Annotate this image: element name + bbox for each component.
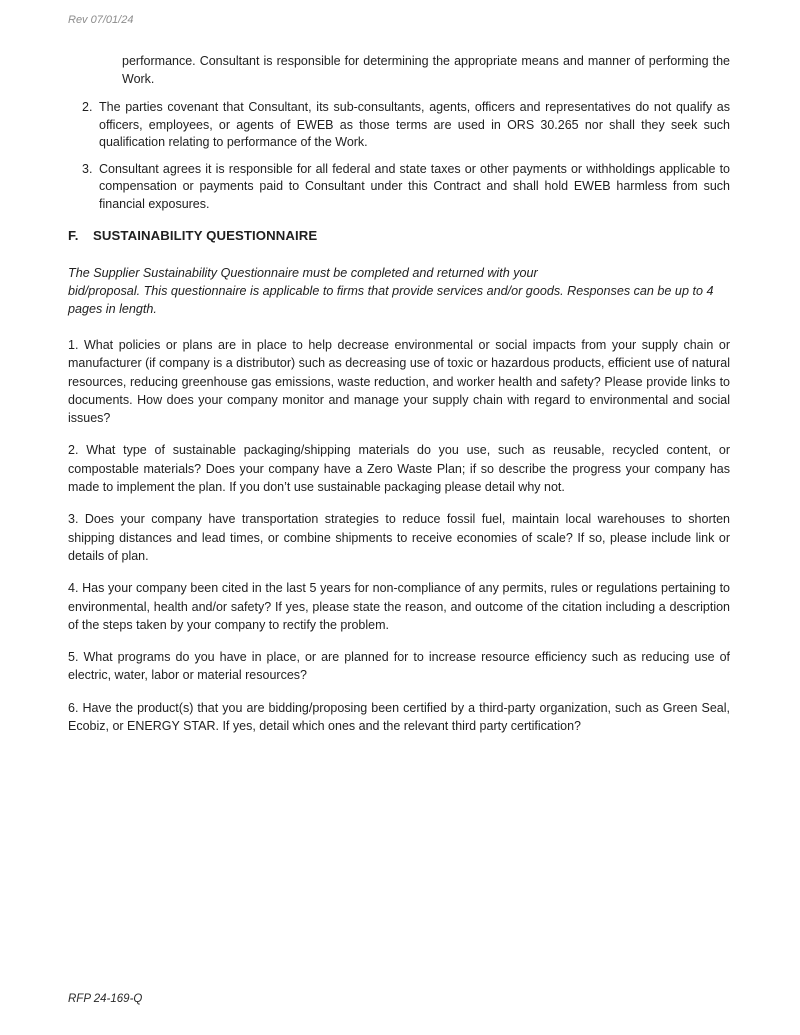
- question-2: 2. What type of sustainable packaging/shipping materials do you use, such as reusable, recycled content, or compostable materials? Does your company have a Zero Waste Plan; if so describe the progress your company has made to implement the plan. If you don’t use sustainable packaging please detail why not.: [68, 443, 730, 495]
- list-number: 3.: [82, 161, 93, 176]
- section-heading-title: SUSTAINABILITY QUESTIONNAIRE: [93, 228, 318, 243]
- question-3: 3. Does your company have transportation strategies to reduce fossil fuel, maintain local warehouses to shorten shipping distances and lead times, or combine shipments to receive economies of scale? If so, please include link or details of plan.: [68, 512, 730, 563]
- list-item-text: Consultant agrees it is responsible for all federal and state taxes or other payments or withholdings applicable to compensation or payments paid to Consultant under this Contract and shall hold EWEB harmless from such financial exposures.: [99, 161, 730, 211]
- question-6: 6. Have the product(s) that you are bidding/proposing been certified by a third-party organization, such as Green Seal, Ecobiz, or ENERGY STAR. If yes, detail which ones and the relevant third party certification?: [68, 700, 730, 734]
- list-number: 2.: [82, 100, 93, 114]
- questionnaire-intro: [68, 264, 730, 318]
- contract-list-item-3: [82, 161, 730, 214]
- questionnaire-intro-line2: bid/proposal. This questionnaire is applicable to firms that provide services and/or goods. Responses can be up to 4 pages in length.: [68, 284, 714, 316]
- footer-label: RFP 24-169-Q: [68, 993, 143, 1005]
- section-heading: [68, 228, 730, 243]
- questionnaire-intro-line1: The Supplier Sustainability Questionnaire must be completed and returned with your: [68, 266, 538, 280]
- revision-label: Rev 07/01/24: [68, 14, 134, 26]
- list-item-text: The parties covenant that Consultant, its sub-consultants, agents, officers and representatives do not qualify as officers, employees, or agents of EWEB as those terms are used in ORS 30.265 nor shall they seek such qualification relating to performance of the Work.: [99, 100, 730, 149]
- contract-list-item-2: [82, 99, 730, 152]
- section-heading-letter: F.: [68, 228, 79, 243]
- question-5: 5. What programs do you have in place, or are planned for to increase resource efficiency such as reducing use of electric, water, labor or material resources?: [68, 650, 730, 683]
- question-4: 4. Has your company been cited in the last 5 years for non-compliance of any permits, rules or regulations pertaining to environmental, health and/or safety? If yes, please state the reason, and outcome of the citation including a description of the steps taken by your company to rectify the problem.: [68, 581, 730, 632]
- question-1: 1. What policies or plans are in place to help decrease environmental or social impacts from your supply chain or manufacturer (if company is a distributor) such as decreasing use of toxic or hazardous products, efficient use of natural resources, reducing greenhouse gas emissions, waste reduction, and worker health and safety? Please provide links to documents. How does your company monitor and manage your supply chain with regard to environmental and social issues?: [68, 338, 730, 426]
- contract-continuation-paragraph: performance. Consultant is responsible for determining the appropriate means and manner of performing the Work.: [122, 54, 730, 86]
